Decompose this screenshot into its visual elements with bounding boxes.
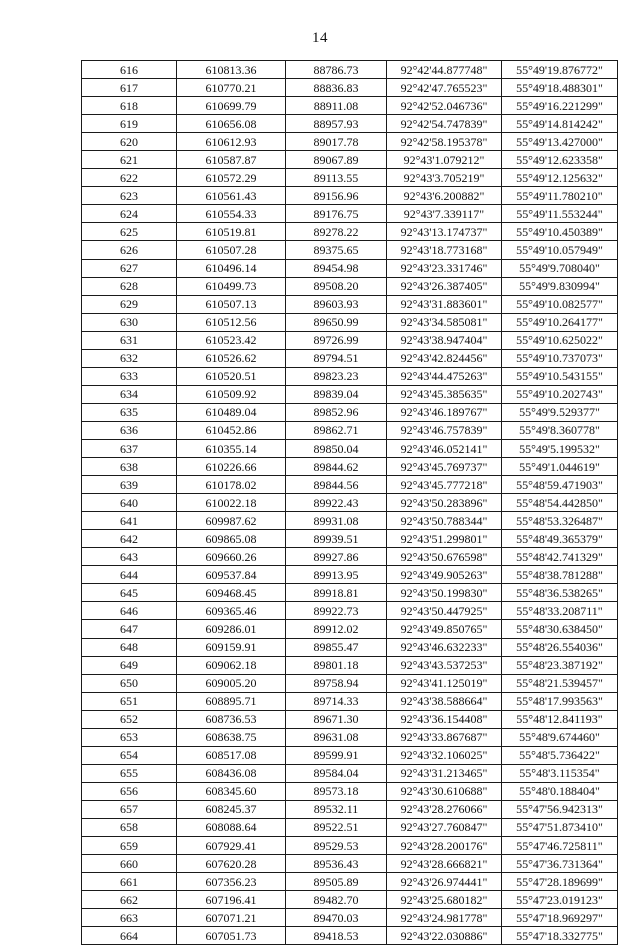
- point-number-cell: 639: [82, 476, 177, 494]
- longitude-cell: 92°43'46.757839": [387, 421, 502, 439]
- longitude-cell: 92°43'30.610688": [387, 782, 502, 800]
- table-row: [82, 530, 618, 548]
- latitude-cell: 55°49'10.264177": [502, 313, 618, 331]
- point-number-cell: 664: [82, 927, 177, 945]
- y-coordinate-cell: 89017.78: [286, 133, 387, 151]
- y-coordinate-cell: 89726.99: [286, 331, 387, 349]
- table-row: [82, 313, 618, 331]
- point-number-cell: 660: [82, 855, 177, 873]
- x-coordinate-cell: 608638.75: [177, 728, 286, 746]
- longitude-cell: 92°43'49.850765": [387, 620, 502, 638]
- x-coordinate-cell: 608345.60: [177, 782, 286, 800]
- x-coordinate-cell: 610523.42: [177, 331, 286, 349]
- longitude-cell: 92°43'26.387405": [387, 277, 502, 295]
- longitude-cell: 92°43'6.200882": [387, 187, 502, 205]
- x-coordinate-cell: 610509.92: [177, 385, 286, 403]
- latitude-cell: 55°47'18.332775": [502, 927, 618, 945]
- table-row: [82, 223, 618, 241]
- table-row: [82, 367, 618, 385]
- y-coordinate-cell: 89536.43: [286, 855, 387, 873]
- y-coordinate-cell: 89922.73: [286, 602, 387, 620]
- y-coordinate-cell: 89522.51: [286, 818, 387, 836]
- point-number-cell: 627: [82, 259, 177, 277]
- point-number-cell: 633: [82, 367, 177, 385]
- point-number-cell: 641: [82, 512, 177, 530]
- longitude-cell: 92°43'7.339117": [387, 205, 502, 223]
- latitude-cell: 55°48'26.554036": [502, 638, 618, 656]
- x-coordinate-cell: 610813.36: [177, 61, 286, 79]
- coordinates-table: [81, 60, 618, 945]
- latitude-cell: 55°49'10.057949": [502, 241, 618, 259]
- table-row: [82, 385, 618, 403]
- y-coordinate-cell: 89176.75: [286, 205, 387, 223]
- x-coordinate-cell: 608895.71: [177, 692, 286, 710]
- point-number-cell: 636: [82, 421, 177, 439]
- y-coordinate-cell: 88957.93: [286, 115, 387, 133]
- longitude-cell: 92°43'23.331746": [387, 259, 502, 277]
- y-coordinate-cell: 89584.04: [286, 764, 387, 782]
- y-coordinate-cell: 89470.03: [286, 909, 387, 927]
- table-row: [82, 656, 618, 674]
- y-coordinate-cell: 89855.47: [286, 638, 387, 656]
- table-row: [82, 566, 618, 584]
- longitude-cell: 92°43'49.905263": [387, 566, 502, 584]
- x-coordinate-cell: 609005.20: [177, 674, 286, 692]
- x-coordinate-cell: 610507.13: [177, 295, 286, 313]
- point-number-cell: 621: [82, 151, 177, 169]
- latitude-cell: 55°49'10.082577": [502, 295, 618, 313]
- longitude-cell: 92°42'54.747839": [387, 115, 502, 133]
- latitude-cell: 55°48'5.736422": [502, 746, 618, 764]
- longitude-cell: 92°43'45.777218": [387, 476, 502, 494]
- table-row: [82, 241, 618, 259]
- y-coordinate-cell: 89852.96: [286, 403, 387, 421]
- table-row: [82, 638, 618, 656]
- latitude-cell: 55°49'5.199532": [502, 439, 618, 457]
- x-coordinate-cell: 608245.37: [177, 800, 286, 818]
- longitude-cell: 92°43'44.475263": [387, 367, 502, 385]
- longitude-cell: 92°43'38.588664": [387, 692, 502, 710]
- longitude-cell: 92°43'51.299801": [387, 530, 502, 548]
- table-row: [82, 439, 618, 457]
- x-coordinate-cell: 610554.33: [177, 205, 286, 223]
- y-coordinate-cell: 89532.11: [286, 800, 387, 818]
- longitude-cell: 92°43'41.125019": [387, 674, 502, 692]
- latitude-cell: 55°49'1.044619": [502, 458, 618, 476]
- latitude-cell: 55°48'17.993563": [502, 692, 618, 710]
- table-row: [82, 403, 618, 421]
- latitude-cell: 55°49'8.360778": [502, 421, 618, 439]
- point-number-cell: 662: [82, 891, 177, 909]
- x-coordinate-cell: 607929.41: [177, 837, 286, 855]
- table-row: [82, 277, 618, 295]
- point-number-cell: 652: [82, 710, 177, 728]
- table-row: [82, 421, 618, 439]
- point-number-cell: 643: [82, 548, 177, 566]
- x-coordinate-cell: 610178.02: [177, 476, 286, 494]
- table-row: [82, 873, 618, 891]
- latitude-cell: 55°49'10.625022": [502, 331, 618, 349]
- latitude-cell: 55°49'9.830994": [502, 277, 618, 295]
- y-coordinate-cell: 89918.81: [286, 584, 387, 602]
- y-coordinate-cell: 89939.51: [286, 530, 387, 548]
- latitude-cell: 55°48'9.674460": [502, 728, 618, 746]
- point-number-cell: 620: [82, 133, 177, 151]
- point-number-cell: 623: [82, 187, 177, 205]
- latitude-cell: 55°49'10.450389": [502, 223, 618, 241]
- longitude-cell: 92°43'45.385635": [387, 385, 502, 403]
- point-number-cell: 617: [82, 79, 177, 97]
- x-coordinate-cell: 610507.28: [177, 241, 286, 259]
- longitude-cell: 92°43'45.769737": [387, 458, 502, 476]
- longitude-cell: 92°43'31.883601": [387, 295, 502, 313]
- latitude-cell: 55°49'10.737073": [502, 349, 618, 367]
- point-number-cell: 658: [82, 818, 177, 836]
- table-row: [82, 259, 618, 277]
- table-row: [82, 295, 618, 313]
- x-coordinate-cell: 607196.41: [177, 891, 286, 909]
- x-coordinate-cell: 609468.45: [177, 584, 286, 602]
- point-number-cell: 648: [82, 638, 177, 656]
- table-row: [82, 800, 618, 818]
- x-coordinate-cell: 608517.08: [177, 746, 286, 764]
- y-coordinate-cell: 89650.99: [286, 313, 387, 331]
- longitude-cell: 92°43'1.079212": [387, 151, 502, 169]
- x-coordinate-cell: 608736.53: [177, 710, 286, 728]
- longitude-cell: 92°43'38.947404": [387, 331, 502, 349]
- x-coordinate-cell: 610612.93: [177, 133, 286, 151]
- x-coordinate-cell: 610496.14: [177, 259, 286, 277]
- x-coordinate-cell: 610452.86: [177, 421, 286, 439]
- point-number-cell: 629: [82, 295, 177, 313]
- latitude-cell: 55°48'42.741329": [502, 548, 618, 566]
- x-coordinate-cell: 610587.87: [177, 151, 286, 169]
- x-coordinate-cell: 610512.56: [177, 313, 286, 331]
- latitude-cell: 55°47'18.969297": [502, 909, 618, 927]
- latitude-cell: 55°48'59.471903": [502, 476, 618, 494]
- table-row: [82, 710, 618, 728]
- latitude-cell: 55°48'30.638450": [502, 620, 618, 638]
- longitude-cell: 92°43'28.666821": [387, 855, 502, 873]
- coordinates-table-container: [81, 60, 612, 945]
- point-number-cell: 659: [82, 837, 177, 855]
- y-coordinate-cell: 89599.91: [286, 746, 387, 764]
- table-row: [82, 151, 618, 169]
- x-coordinate-cell: 610520.51: [177, 367, 286, 385]
- x-coordinate-cell: 610355.14: [177, 439, 286, 457]
- table-row: [82, 79, 618, 97]
- table-row: [82, 115, 618, 133]
- longitude-cell: 92°43'50.283896": [387, 494, 502, 512]
- table-row: [82, 349, 618, 367]
- x-coordinate-cell: 608436.08: [177, 764, 286, 782]
- point-number-cell: 651: [82, 692, 177, 710]
- point-number-cell: 638: [82, 458, 177, 476]
- latitude-cell: 55°48'12.841193": [502, 710, 618, 728]
- longitude-cell: 92°43'50.199830": [387, 584, 502, 602]
- y-coordinate-cell: 89844.56: [286, 476, 387, 494]
- latitude-cell: 55°49'11.780210": [502, 187, 618, 205]
- longitude-cell: 92°43'42.824456": [387, 349, 502, 367]
- y-coordinate-cell: 89482.70: [286, 891, 387, 909]
- y-coordinate-cell: 89603.93: [286, 295, 387, 313]
- table-row: [82, 331, 618, 349]
- table-row: [82, 458, 618, 476]
- latitude-cell: 55°47'51.873410": [502, 818, 618, 836]
- y-coordinate-cell: 89839.04: [286, 385, 387, 403]
- latitude-cell: 55°49'12.623358": [502, 151, 618, 169]
- latitude-cell: 55°49'13.427000": [502, 133, 618, 151]
- x-coordinate-cell: 610656.08: [177, 115, 286, 133]
- point-number-cell: 628: [82, 277, 177, 295]
- point-number-cell: 622: [82, 169, 177, 187]
- table-row: [82, 512, 618, 530]
- x-coordinate-cell: 609159.91: [177, 638, 286, 656]
- table-row: [82, 746, 618, 764]
- x-coordinate-cell: 609537.84: [177, 566, 286, 584]
- longitude-cell: 92°43'46.189767": [387, 403, 502, 421]
- table-row: [82, 602, 618, 620]
- y-coordinate-cell: 89508.20: [286, 277, 387, 295]
- latitude-cell: 55°48'3.115354": [502, 764, 618, 782]
- table-row: [82, 764, 618, 782]
- point-number-cell: 650: [82, 674, 177, 692]
- table-row: [82, 818, 618, 836]
- table-row: [82, 728, 618, 746]
- point-number-cell: 657: [82, 800, 177, 818]
- longitude-cell: 92°42'47.765523": [387, 79, 502, 97]
- point-number-cell: 655: [82, 764, 177, 782]
- longitude-cell: 92°43'31.213465": [387, 764, 502, 782]
- latitude-cell: 55°47'46.725811": [502, 837, 618, 855]
- table-row: [82, 927, 618, 945]
- point-number-cell: 625: [82, 223, 177, 241]
- latitude-cell: 55°49'10.543155": [502, 367, 618, 385]
- point-number-cell: 637: [82, 439, 177, 457]
- y-coordinate-cell: 89714.33: [286, 692, 387, 710]
- point-number-cell: 644: [82, 566, 177, 584]
- y-coordinate-cell: 89418.53: [286, 927, 387, 945]
- y-coordinate-cell: 89278.22: [286, 223, 387, 241]
- x-coordinate-cell: 610022.18: [177, 494, 286, 512]
- x-coordinate-cell: 607071.21: [177, 909, 286, 927]
- longitude-cell: 92°43'25.680182": [387, 891, 502, 909]
- point-number-cell: 661: [82, 873, 177, 891]
- latitude-cell: 55°47'36.731364": [502, 855, 618, 873]
- point-number-cell: 647: [82, 620, 177, 638]
- x-coordinate-cell: 610489.04: [177, 403, 286, 421]
- table-row: [82, 909, 618, 927]
- longitude-cell: 92°43'46.052141": [387, 439, 502, 457]
- table-row: [82, 584, 618, 602]
- longitude-cell: 92°43'46.632233": [387, 638, 502, 656]
- table-row: [82, 782, 618, 800]
- longitude-cell: 92°43'36.154408": [387, 710, 502, 728]
- point-number-cell: 630: [82, 313, 177, 331]
- table-row: [82, 169, 618, 187]
- table-row: [82, 674, 618, 692]
- y-coordinate-cell: 89375.65: [286, 241, 387, 259]
- point-number-cell: 649: [82, 656, 177, 674]
- latitude-cell: 55°48'49.365379": [502, 530, 618, 548]
- latitude-cell: 55°49'18.488301": [502, 79, 618, 97]
- latitude-cell: 55°49'11.553244": [502, 205, 618, 223]
- longitude-cell: 92°43'28.276066": [387, 800, 502, 818]
- y-coordinate-cell: 89156.96: [286, 187, 387, 205]
- x-coordinate-cell: 610699.79: [177, 97, 286, 115]
- latitude-cell: 55°48'23.387192": [502, 656, 618, 674]
- table-row: [82, 620, 618, 638]
- y-coordinate-cell: 89862.71: [286, 421, 387, 439]
- x-coordinate-cell: 607356.23: [177, 873, 286, 891]
- table-row: [82, 548, 618, 566]
- longitude-cell: 92°43'50.676598": [387, 548, 502, 566]
- table-row: [82, 891, 618, 909]
- latitude-cell: 55°49'19.876772": [502, 61, 618, 79]
- y-coordinate-cell: 89631.08: [286, 728, 387, 746]
- longitude-cell: 92°43'32.106025": [387, 746, 502, 764]
- latitude-cell: 55°47'56.942313": [502, 800, 618, 818]
- point-number-cell: 654: [82, 746, 177, 764]
- y-coordinate-cell: 89067.89: [286, 151, 387, 169]
- point-number-cell: 642: [82, 530, 177, 548]
- longitude-cell: 92°42'58.195378": [387, 133, 502, 151]
- y-coordinate-cell: 89913.95: [286, 566, 387, 584]
- longitude-cell: 92°43'13.174737": [387, 223, 502, 241]
- longitude-cell: 92°43'26.974441": [387, 873, 502, 891]
- point-number-cell: 663: [82, 909, 177, 927]
- point-number-cell: 653: [82, 728, 177, 746]
- y-coordinate-cell: 89927.86: [286, 548, 387, 566]
- x-coordinate-cell: 610226.66: [177, 458, 286, 476]
- table-row: [82, 97, 618, 115]
- x-coordinate-cell: 607051.73: [177, 927, 286, 945]
- longitude-cell: 92°43'24.981778": [387, 909, 502, 927]
- x-coordinate-cell: 609062.18: [177, 656, 286, 674]
- longitude-cell: 92°43'28.200176": [387, 837, 502, 855]
- latitude-cell: 55°48'21.539457": [502, 674, 618, 692]
- y-coordinate-cell: 89573.18: [286, 782, 387, 800]
- latitude-cell: 55°47'23.019123": [502, 891, 618, 909]
- longitude-cell: 92°43'33.867687": [387, 728, 502, 746]
- table-row: [82, 133, 618, 151]
- x-coordinate-cell: 608088.64: [177, 818, 286, 836]
- y-coordinate-cell: 89794.51: [286, 349, 387, 367]
- x-coordinate-cell: 610519.81: [177, 223, 286, 241]
- table-row: [82, 205, 618, 223]
- longitude-cell: 92°43'22.030886": [387, 927, 502, 945]
- longitude-cell: 92°42'52.046736": [387, 97, 502, 115]
- x-coordinate-cell: 610526.62: [177, 349, 286, 367]
- x-coordinate-cell: 610499.73: [177, 277, 286, 295]
- x-coordinate-cell: 610572.29: [177, 169, 286, 187]
- latitude-cell: 55°49'12.125632": [502, 169, 618, 187]
- longitude-cell: 92°43'50.788344": [387, 512, 502, 530]
- y-coordinate-cell: 89454.98: [286, 259, 387, 277]
- point-number-cell: 656: [82, 782, 177, 800]
- point-number-cell: 624: [82, 205, 177, 223]
- table-row: [82, 187, 618, 205]
- longitude-cell: 92°43'43.537253": [387, 656, 502, 674]
- latitude-cell: 55°49'14.814242": [502, 115, 618, 133]
- longitude-cell: 92°43'3.705219": [387, 169, 502, 187]
- table-row: [82, 61, 618, 79]
- longitude-cell: 92°43'34.585081": [387, 313, 502, 331]
- latitude-cell: 55°49'9.529377": [502, 403, 618, 421]
- x-coordinate-cell: 610770.21: [177, 79, 286, 97]
- latitude-cell: 55°48'33.208711": [502, 602, 618, 620]
- latitude-cell: 55°48'0.188404": [502, 782, 618, 800]
- coordinates-table-body: [82, 61, 618, 945]
- point-number-cell: 640: [82, 494, 177, 512]
- point-number-cell: 618: [82, 97, 177, 115]
- longitude-cell: 92°43'27.760847": [387, 818, 502, 836]
- latitude-cell: 55°48'54.442850": [502, 494, 618, 512]
- latitude-cell: 55°49'9.708040": [502, 259, 618, 277]
- table-row: [82, 476, 618, 494]
- y-coordinate-cell: 89801.18: [286, 656, 387, 674]
- y-coordinate-cell: 89850.04: [286, 439, 387, 457]
- point-number-cell: 634: [82, 385, 177, 403]
- x-coordinate-cell: 609987.62: [177, 512, 286, 530]
- point-number-cell: 616: [82, 61, 177, 79]
- y-coordinate-cell: 89912.02: [286, 620, 387, 638]
- table-row: [82, 692, 618, 710]
- x-coordinate-cell: 610561.43: [177, 187, 286, 205]
- point-number-cell: 645: [82, 584, 177, 602]
- x-coordinate-cell: 609365.46: [177, 602, 286, 620]
- y-coordinate-cell: 89113.55: [286, 169, 387, 187]
- longitude-cell: 92°43'50.447925": [387, 602, 502, 620]
- latitude-cell: 55°48'38.781288": [502, 566, 618, 584]
- y-coordinate-cell: 89758.94: [286, 674, 387, 692]
- latitude-cell: 55°47'28.189699": [502, 873, 618, 891]
- table-row: [82, 837, 618, 855]
- latitude-cell: 55°49'16.221299": [502, 97, 618, 115]
- longitude-cell: 92°43'18.773168": [387, 241, 502, 259]
- table-row: [82, 494, 618, 512]
- y-coordinate-cell: 88911.08: [286, 97, 387, 115]
- x-coordinate-cell: 609286.01: [177, 620, 286, 638]
- page-number: 14: [312, 30, 328, 46]
- point-number-cell: 619: [82, 115, 177, 133]
- x-coordinate-cell: 609865.08: [177, 530, 286, 548]
- x-coordinate-cell: 609660.26: [177, 548, 286, 566]
- y-coordinate-cell: 89529.53: [286, 837, 387, 855]
- y-coordinate-cell: 88836.83: [286, 79, 387, 97]
- point-number-cell: 635: [82, 403, 177, 421]
- y-coordinate-cell: 89505.89: [286, 873, 387, 891]
- point-number-cell: 631: [82, 331, 177, 349]
- table-row: [82, 855, 618, 873]
- y-coordinate-cell: 89671.30: [286, 710, 387, 728]
- y-coordinate-cell: 89844.62: [286, 458, 387, 476]
- y-coordinate-cell: 88786.73: [286, 61, 387, 79]
- latitude-cell: 55°49'10.202743": [502, 385, 618, 403]
- point-number-cell: 646: [82, 602, 177, 620]
- y-coordinate-cell: 89922.43: [286, 494, 387, 512]
- y-coordinate-cell: 89931.08: [286, 512, 387, 530]
- longitude-cell: 92°42'44.877748": [387, 61, 502, 79]
- point-number-cell: 626: [82, 241, 177, 259]
- latitude-cell: 55°48'53.326487": [502, 512, 618, 530]
- y-coordinate-cell: 89823.23: [286, 367, 387, 385]
- point-number-cell: 632: [82, 349, 177, 367]
- latitude-cell: 55°48'36.538265": [502, 584, 618, 602]
- x-coordinate-cell: 607620.28: [177, 855, 286, 873]
